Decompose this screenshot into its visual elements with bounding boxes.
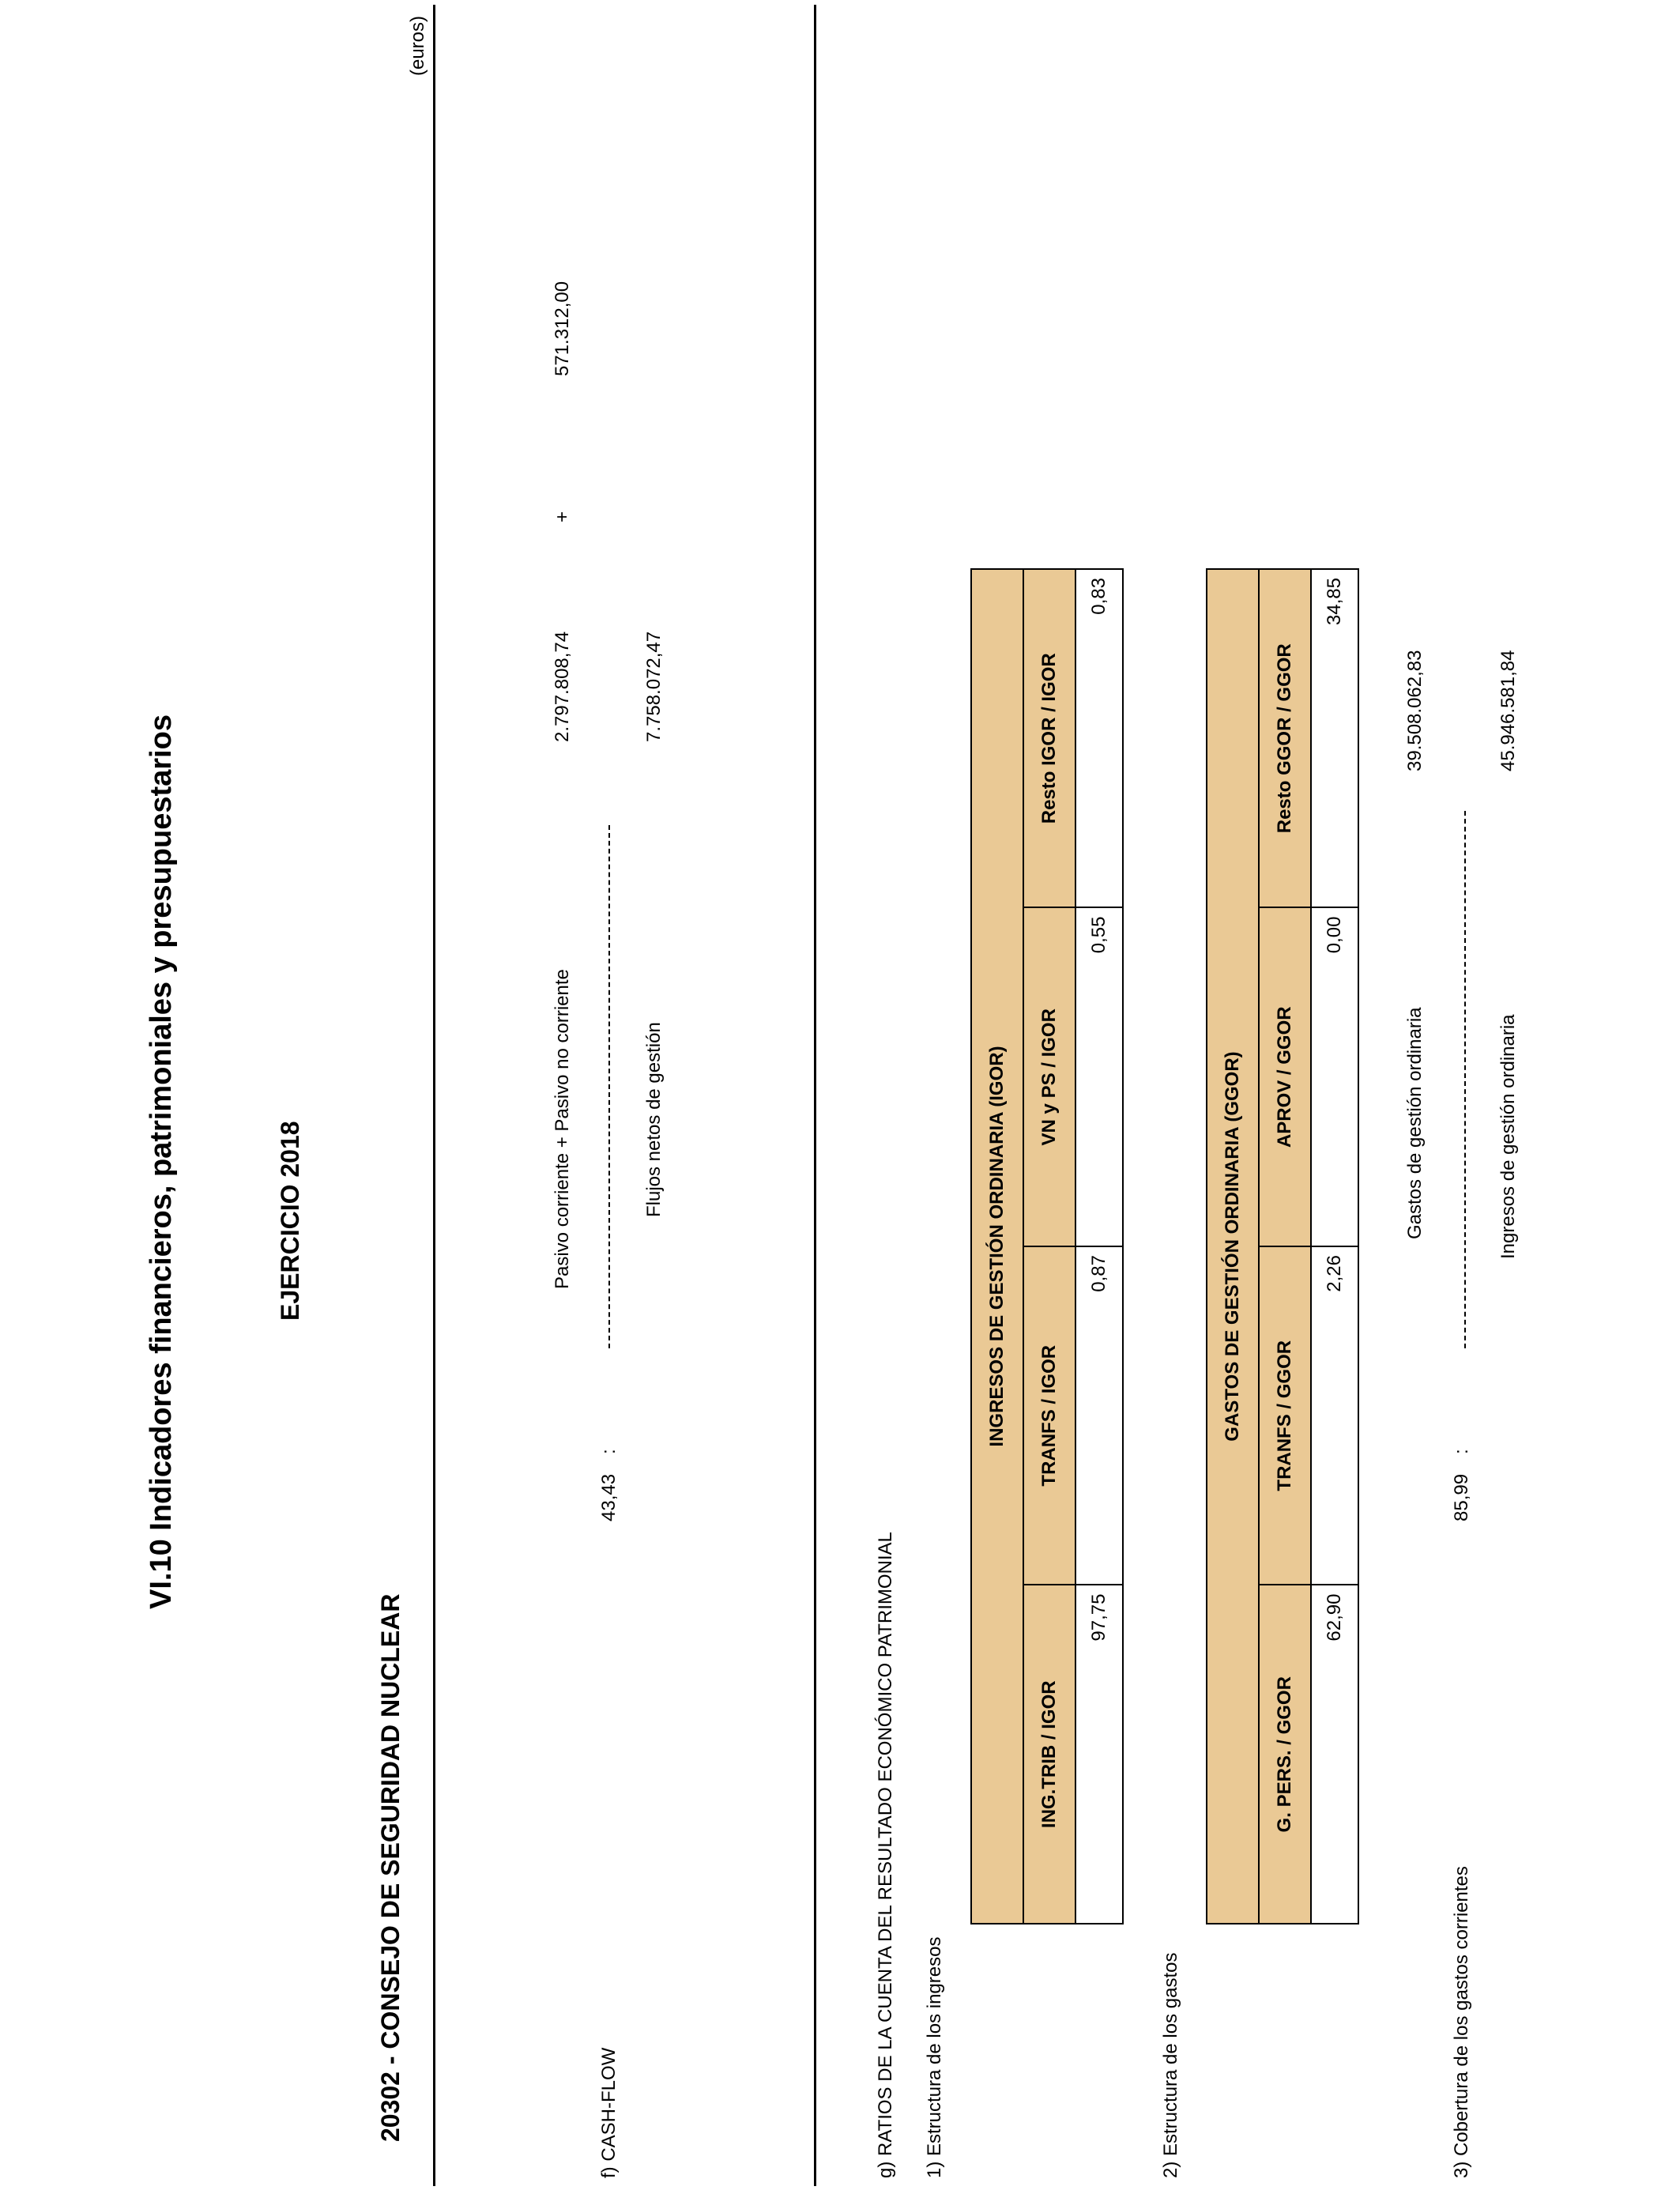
income-structure-label: 1) Estructura de los ingresos (924, 1936, 945, 2178)
cashflow-fraction-line (608, 825, 610, 1348)
units-label: (euros) (407, 15, 428, 76)
expense-col-resto: Resto GGOR / GGOR (1259, 569, 1311, 908)
income-col-ing-trib: ING.TRIB / IGOR (1023, 1585, 1075, 1924)
income-val-ing-trib: 97,75 (1075, 1585, 1123, 1924)
expense-col-tranfs: TRANFS / GGOR (1259, 1246, 1311, 1585)
expense-val-aprov: 0,00 (1311, 908, 1358, 1247)
expense-val-tranfs: 2,26 (1311, 1246, 1358, 1585)
income-structure-table (970, 568, 1124, 1924)
section-rule (814, 5, 816, 2186)
income-val-resto: 0,83 (1075, 569, 1123, 908)
income-val-tranfs: 0,87 (1075, 1246, 1123, 1585)
report-title: VI.10 Indicadores financieros, patrimoniales y presupuestarios (145, 714, 178, 1609)
top-rule (433, 5, 435, 2186)
expense-val-g-pers: 62,90 (1311, 1585, 1358, 1924)
coverage-denominator-label: Ingresos de gestión ordinaria (1497, 1014, 1519, 1259)
entity-name: 20302 - CONSEJO DE SEGURIDAD NUCLEAR (376, 1593, 405, 2142)
expense-col-aprov: APROV / GGOR (1259, 908, 1311, 1247)
income-col-vn-ps: VN y PS / IGOR (1023, 908, 1075, 1247)
expense-table-header: GASTOS DE GESTIÓN ORDINARIA (GGOR) (1207, 569, 1259, 1924)
expense-col-g-pers: G. PERS. / GGOR (1259, 1585, 1311, 1924)
expense-val-resto: 34,85 (1311, 569, 1358, 908)
cashflow-colon: : (598, 1449, 620, 1454)
section-g-label: g) RATIOS DE LA CUENTA DEL RESULTADO ECONÓMICO PATRIMONIAL (875, 1532, 896, 2178)
cashflow-label: f) CASH-FLOW (598, 2047, 620, 2178)
coverage-denominator-value: 45.946.581,84 (1497, 650, 1519, 771)
expense-structure-table (1206, 568, 1359, 1924)
cashflow-plus: + (552, 511, 573, 522)
coverage-value: 85,99 (1451, 1473, 1472, 1521)
cashflow-numerator-value-1: 2.797.808,74 (552, 631, 573, 742)
coverage-numerator-value: 39.508.062,83 (1404, 650, 1426, 771)
expense-structure-label: 2) Estructura de los gastos (1160, 1952, 1181, 2178)
coverage-numerator-label: Gastos de gestión ordinaria (1404, 1007, 1426, 1239)
income-col-tranfs: TRANFS / IGOR (1023, 1246, 1075, 1585)
cashflow-numerator-value-2: 571.312,00 (552, 281, 573, 376)
cashflow-numerator-label: Pasivo corriente + Pasivo no corriente (552, 969, 573, 1289)
fiscal-year: EJERCICIO 2018 (276, 1121, 304, 1321)
income-table-header: INGRESOS DE GESTIÓN ORDINARIA (IGOR) (971, 569, 1023, 1924)
coverage-colon: : (1451, 1449, 1472, 1454)
cashflow-denominator-label: Flujos netos de gestión (643, 1022, 665, 1217)
cashflow-value: 43,43 (598, 1473, 620, 1521)
cashflow-denominator-value: 7.758.072,47 (643, 631, 665, 742)
coverage-label: 3) Cobertura de los gastos corrientes (1451, 1866, 1472, 2178)
income-val-vn-ps: 0,55 (1075, 908, 1123, 1247)
income-col-resto: Resto IGOR / IGOR (1023, 569, 1075, 908)
coverage-fraction-line (1464, 811, 1466, 1348)
